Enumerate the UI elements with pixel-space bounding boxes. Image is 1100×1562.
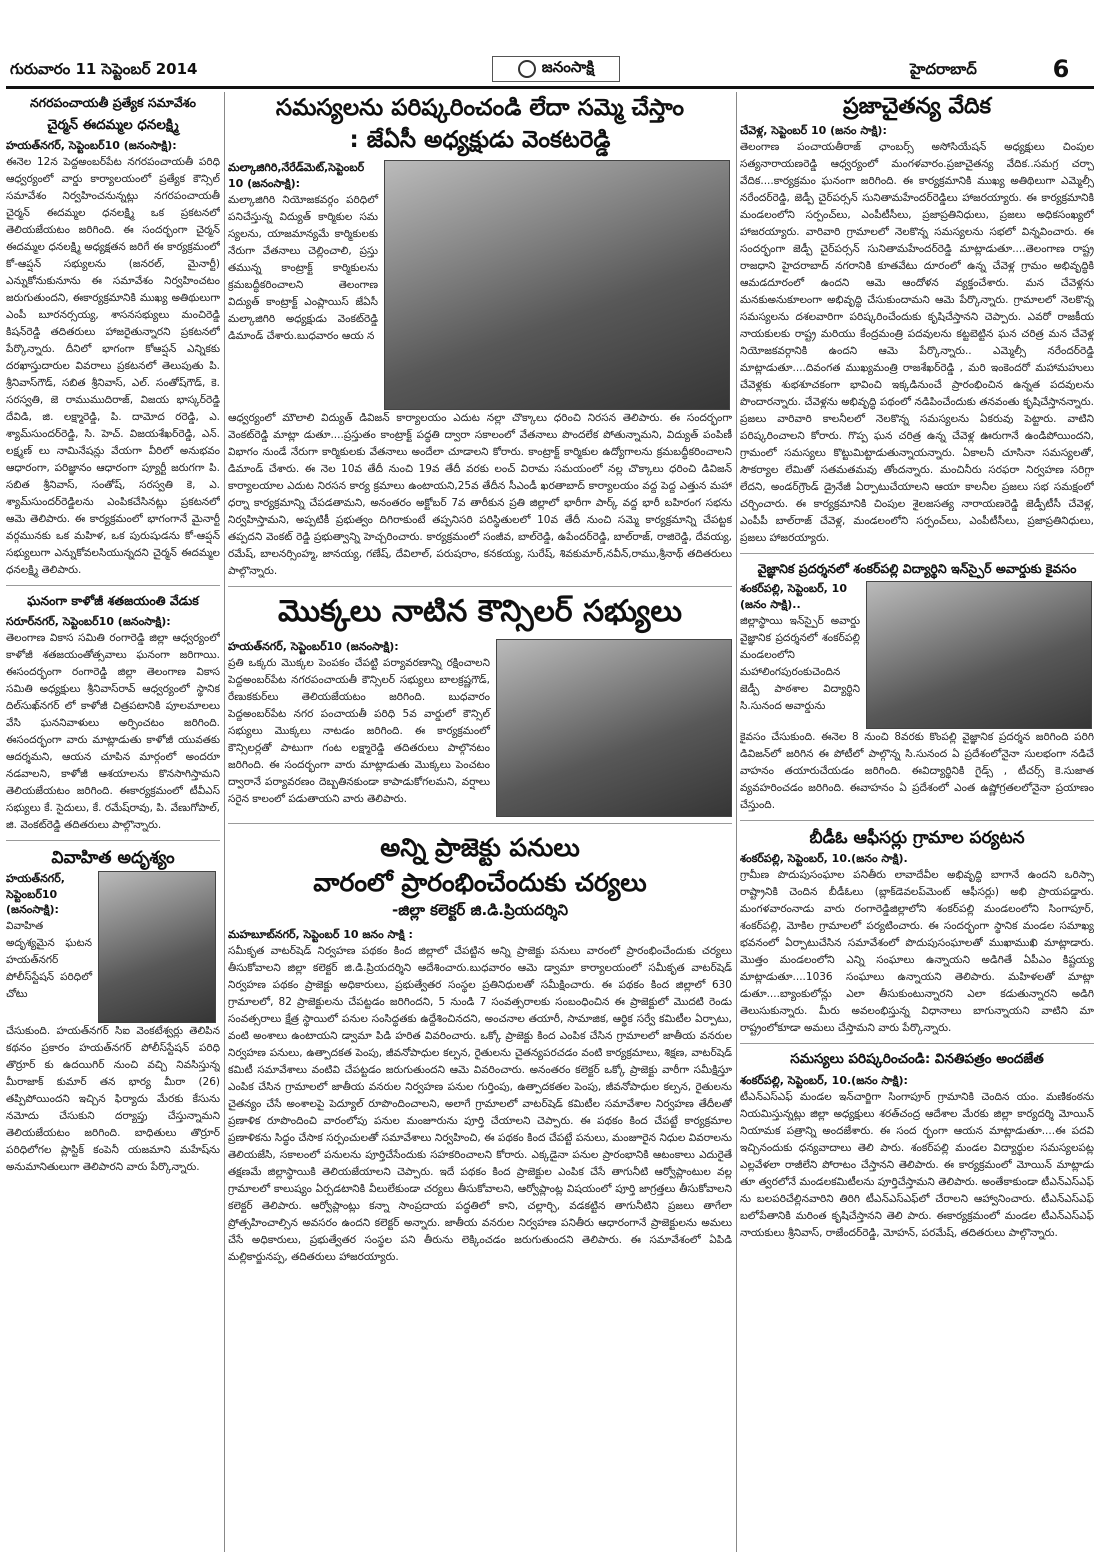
article-dateline: శంకర్‌పల్లి, సెప్టెంబర్, 10.(జనం సాక్షి): — [740, 1073, 908, 1087]
article-body: తెలంగాణ వికాస సమితి రంగారెడ్డి జిల్లా ఆధ్వర్యంలో కాళోజీ శతజయంతోత్సవాలు ఘనంగా జరిగాయి. ఈసందర్భంగా రంగారెడ్డి జిల్లా తెలంగాణ వికాస సమితి అధ్యక్షులు శ్రీనివాస్‌రావ్ ఆధ్వర్యంలో స్థానిక దిల్‌సుఖ్‌నగర్ లో కాళోజీ చిత్రపటానికి పూలమాలలు వేసి ఘననివాళులు అర్పించటం జరిగింది. ఈసందర్భంగా వారు మాట్లాడుతు కాళోజీ యువతకు ఆదర్శమని, ఆయన చూపిన మార్గంలో అందరూ నడవాలని, కాళోజీ ఆశయాలను కొనసాగిస్తామని తెలియజేయటం జరిగింది. ఈకార్యక్రమంలో టీవీఎస్ సభ్యులు కే. సైదులు, కే. రమేష్‌రావు, పి. వేణుగోపాల్, జి. వెంకట్‌రెడ్డి తదితరులు పాల్గొన్నారు. — [6, 631, 220, 831]
article-chairman-meeting — [6, 94, 220, 579]
left-column — [6, 92, 220, 1552]
photo-text-block — [740, 581, 1094, 729]
missing-woman-photo — [98, 871, 216, 1023]
article-headline: సమస్యలను పరిష్కరించండి లేదా సమ్మె చేస్తాం — [275, 95, 685, 121]
article-body: ప్రతి ఒక్కరు మొక్కల పెంపకం చేపట్టి పర్యావరణాన్ని రక్షించాలని పెద్దఅంబర్‌పేట నగరపంచాయతీ కౌన్సిలర్ సభ్యులు బాలక్రష్ణగౌడ్, రేణుకకుర్‌లు తెలియజేయటం జరిగింది. బుధవారం పెద్దఅంబర్‌పేట నగర పంచాయతీ పరిధి 5వ వార్డులో కౌన్సిల్ సభ్యులు మొక్కలు నాటడం జరిగింది. ఈ కార్యక్రమంలో కౌన్సిలర్లతో పాటుగా గంట లక్ష్మారెడ్డి తదితరులు పాల్గొనటం జరిగింది. ఈ సందర్భంగా వారు మాట్లాడుతు మొక్కలు పెంచటం ద్వారానే పర్యావరణం దెబ్బతినకుండా కాపాడుకోగలమని, వర్షాలు సరైన కాలంలో పడుతాయని వారు తెలిపారు. — [228, 656, 490, 805]
logo-text: జనంసాక్షి — [541, 58, 595, 76]
article-side-text — [740, 581, 860, 729]
article-dateline: శంకర్‌పల్లి, సెప్టెంబర్, 10 (జనం సాక్షి).. — [740, 582, 847, 612]
article-headline: బీడీఓ ఆఫీసర్లు గ్రామాల పర్యటన — [809, 828, 1025, 849]
article-headline: చైర్మన్ ఈదమ్మల ధనలక్ష్మి — [47, 116, 179, 133]
photo-text-block — [228, 160, 732, 410]
article-side-text — [228, 639, 490, 817]
article-headline: ప్రజాచైతన్య వేదిక — [842, 94, 992, 119]
plantation-photo — [496, 639, 732, 817]
column-divider — [224, 92, 225, 1552]
article-divider — [740, 1043, 1094, 1044]
article-kicker: నగరపంచాయతీ ప్రత్యేక సమావేశం — [30, 95, 196, 110]
article-dateline: మహబూబ్‌నగర్, సెప్టెంబర్ 10 జనం సాక్షి : — [228, 927, 413, 941]
article-body: చేసుకుంది. హయత్‌నగర్ సిఐ వెంకటేశ్వర్లు తెలిపిన కథనం ప్రకారం హయత్‌నగర్ పోలీస్‌స్టేషన్ పరిధి తొర్రూర్ కు ఉదయిగిర్ నుంచి వచ్చి నివసిస్తున్న మీరాజాక్ కుమార్ తన భార్య మీరా (26) తప్పిపోయిందని ఇచ్చిన ఫిర్యాదు మేరకు కేసును నమోదు చేసుకుని దర్యాప్తు చేస్తున్నామని తెలియజేయటం జరిగింది. బాధితులు తొర్రూర్ పరిధిలోగల ప్లాస్టిక్ కంపెనీ యజమాని మహేష్‌ను అనుమానితులుగా తెలిపారని వారు పేర్కొన్నారు. — [6, 1024, 220, 1173]
article-dateline: మల్కాజిగిరి,నేరేడ్‌మెట్,సెప్టెంబర్ 10 (జనంసాక్షి): — [228, 161, 365, 191]
article-dateline: సరూర్‌నగర్, సెప్టెంబర్10 (జనంసాక్షి): — [6, 614, 171, 628]
article-side-text — [228, 160, 378, 410]
article-headline: వివాహిత అదృశ్యం — [51, 847, 175, 868]
column-divider — [736, 92, 737, 1552]
article-body: ఆధ్వర్యంలో మౌలాలి విద్యుత్ డివిజన్ కార్యాలయం ఎదుట నల్లా చొక్కాలు ధరించి నిరసన తెలిపారు. ఈ సందర్భంగా వెంకట్‌రెడ్డి మాట్లా డుతూ....ప్రస్తుతం కాంట్రాక్ట్ పద్ధతి ద్వారా సకాలంలో వేతనాలు పొందలేక పోతున్నామని, విద్యుత్ పంపిణీ విభాగం నుండే నేరుగా కార్మికులకు వేతనాలు అందేలా చూడాలని కోరారు. కాంట్రాక్ట్ కార్మికుల ఉద్యోగాలను క్రమబద్ధీకరించాలని డిమాండ్ చేశారు. ఈ నెల 10వ తేదీ నుంచి 19వ తేదీ వరకు లంచ్ విరామ సమయంలో నల్ల చొక్కాలు ధరించి డివిజన్ కార్యాలయాల ఎదుట నిరసన కార్య క్రమాలు ఉంటాయని,25వ తేదీన సీఎండీ ఖరతాబాద్ కార్యాలయం వద్ద పెద్ద ఎత్తున మహా ధర్నా కార్యక్రమాన్ని చేపడతామని, అనంతరం అక్టోబర్ 7వ తారీకున ప్రతి జిల్లాలో భారీగా పార్క్ వద్ద భారీ బహిరంగ సభను నిర్వహిస్తామని, అప్పటికీ ప్రభుత్వం దిగిరాకుంటే తప్పనిసరి పరిస్థితులలో 10వ తేదీ నుంచి సమ్మె కార్యక్రమాన్ని చేపట్టక తప్పదని వెంకట్ రెడ్డి ప్రభుత్వాన్ని హెచ్చరించారు. కార్యక్రమంలో సంజీవ, బాల్‌రెడ్డి, ఉపేందర్‌రెడ్డి, బాల్‌రాజ్, రాజిరెడ్డి, దేవయ్య, రమేష్, బాలనర్సింహ్మ, జానయ్య, గణేష్, దేవిలాల్, పరుషరాం, కనకయ్య, సురేష్, శివకుమార్,నవీన్,రాము,శ్రీనాథ్ తదితరులు పాల్గొన్నారు. — [228, 412, 732, 578]
article-praja-chaitanya — [740, 92, 1094, 547]
article-headline-line2: : జేఏసీ అధ్యక్షుడు వెంకటరెడ్డి — [349, 127, 611, 154]
article-divider — [228, 823, 732, 824]
article-divider — [6, 840, 220, 841]
protest-photo — [384, 160, 730, 410]
article-body-side: జిల్లాస్థాయి ఇన్‌స్పైర్ అవార్డు వైజ్ఞానిక ప్రదర్శనలో శంకర్‌పల్లి మండలంలోని మహాలింగపురంకుచెందిన జెడ్పీ పాఠశాల విద్యార్థిని సి.సునంద అవార్డును — [740, 615, 860, 713]
article-tnsf-memorandum — [740, 1050, 1094, 1242]
article-divider — [740, 553, 1094, 554]
article-bdo-visit — [740, 827, 1094, 1037]
article-divider — [6, 585, 220, 586]
article-dateline: హయత్‌నగర్, సెప్టెంబర్10 (జనంసాక్షి): — [6, 871, 65, 917]
article-plantation — [228, 593, 732, 817]
article-missing-woman — [6, 847, 220, 1176]
article-dateline: హయత్‌నగర్, సెప్టెంబర్10 (జనంసాక్షి): — [228, 639, 399, 653]
article-subhead: -జిల్లా కలెక్టర్ జి.డి.ప్రియదర్శిని — [392, 900, 568, 919]
article-side-text — [6, 871, 92, 1023]
article-headline: ఘనంగా కాళోజీ శతజయంతి వేడుక — [27, 593, 199, 609]
article-body: తెలంగాణ పంచాయతీరాజ్ ఛాంబర్స్ అసోసియేషన్ అధ్యక్షులు చింపుల సత్యనారాయణరెడ్డి ఆధ్వర్యంలో మంగళవారం.ప్రజాచైతన్య వేదిక..సమగ్ర చర్చా వేదిక....కార్యక్రమం ఘనంగా జరిగింది. ఈ కార్యక్రమానికి ముఖ్య అతిథిలుగా ఎమ్మెల్సీ నరేందర్‌రెడ్డి, జెడ్పీ చైర్‌పర్సన్ సునితామహేందర్‌రెడ్డిలు హాజరయ్యారు. ఈ కార్యక్రమానికి మండలంలోని సర్పంచ్‌లు, ఎంపీటీసీలు, ప్రజాప్రతినిధులు, ప్రజలు అధికసంఖ్యలో హాజరయ్యారు. వారివారి గ్రామాలలో నెలకొన్న సమస్యలను సభలో విన్నవించారు. ఈ సందర్భంగా జెడ్పీ చైర్‌పర్సన్ సునితామహేందర్‌రెడ్డి మాట్లాడుతూ....తెలంగాణ రాష్ట్ర రాజధాని హైదరాబాద్ నగరానికి కూతవేటు దూరంలో ఉన్న చేవెళ్ల గ్రామం అభివృద్ధికి ఆమడదూరంలో ఉందని ఆమె ఆందోళన వ్యక్తంచేశారు. మన చేవెళ్లను మనకుఅనుకూలంగా అభివృద్ధి చేసుకుందామని ఆమె పేర్కొన్నారు. గ్రామాలలో నెలకొన్న సమస్యలను దశలవారిగా పరిష్కరించేందుకు కృషిచేస్తానని చెప్పారు. ఎవరో రాజకీయ నాయకులకు రాష్ట్ర మరియు కేంద్రమంత్రి పదవులను కట్టబెట్టిన ఘన చరిత్ర మన చేవెళ్ల నియోజకవర్గానికి ఉందని ఆమె పేర్కొన్నారు.. ఎమ్మెల్సీ నరేందర్‌రెడ్డి మాట్లాడుతూ....దివంగత ముఖ్యమంత్రి రాజశేఖర్‌రెడ్డి , మరి ఇంకెందరో మహామహులు చేవెళ్లకు శుభశూచకంగా భావించి ఇక్కడినుంచే ప్రారంభించిన ఉన్నత పదవులను పొందారన్నారు. చేవెళ్లను అభివృద్ధి పథంలో నడిపించేందుకు తనవంతు కృషిచేస్తానన్నారు. ప్రజలు వారివారి కాలనీలలో నెలకొన్న సమస్యలను ఏకరువు పెట్టారు. వాటిని పరిష్కరించాలని కోరారు. గొప్ప ఘన చరిత్ర ఉన్న చేవెళ్ల ఊరుగానే ఉండిపోయిందని, గ్రామంలో సమస్యలు కొట్టుమిట్టాడుతున్నాయన్నారు. ఏకాలనీ చూసినా సమస్యలతో, సౌకర్యాల లేమితో సతమతమవు తోందన్నారు. మంచినీరు సరఫరా నిర్వహణ సరిగ్గా లేదని, అండర్‌గ్రౌండ్ డ్రైనేజీ ఏర్పాటుచేయాలని ఆయా కాలనీల ప్రజలు సభ సమక్షంలో చర్చించారు. ఈ కార్యక్రమానికి చింపుల శైలజసత్య నారాయణరెడ్డి జెడ్పీటీసీ చేవెళ్ల, ఎంపీపీ బాల్‌రాజ్ చేవెళ్ల, మండలంలోని సర్పంచ్‌లు, ఎంపీటీసీలు, ప్రజాప్రతినిధులు, ప్రజలు హాజరయ్యారు. — [740, 140, 1094, 544]
masthead — [0, 0, 1100, 90]
photo-text-block — [6, 871, 220, 1023]
article-divider — [228, 586, 732, 587]
article-body: ఈనెల 12న పెద్దఅంబర్‌పేట నగరపంచాయతీ పరిధి ఆధ్వర్యంలో వార్డు కార్యాలయంలో ప్రత్యేక కౌన్సిల్ సమావేశం నిర్వహించనున్నట్లు నగరపంచాయతీ చైర్మన్ ఈదమ్మల ధనలక్ష్మి ఒక ప్రకటనలో తెలియజేయటం జరిగింది. ఈ సందర్భంగా చైర్మన్ ఈదమ్మల ధనలక్ష్మి అధ్యక్షతన జరిగే ఈ కార్యక్రమంలో కో-ఆప్షన్ సభ్యులను (జనరల్, మైనార్టీ) ఎన్నుకోనుకునూను ఈ సమావేశం నిర్వహించటం జరుగుతుందని, ఈకార్యక్రమానికి ముఖ్య అతిథులుగా ఎంపీ బూరనర్సయ్య, శాసనసభ్యులు మంచిరెడ్డి కిషన్‌రెడ్డి తదితరులు హాజరైతున్నారని ప్రకటనలో పేర్కొన్నారు. దీనిలో భాగంగా కోఆప్షన్ ఎన్నికకు దరఖాస్తుదారుల వివరాలు ప్రకటనలో తెలుపుతు పి. శ్రీనివాస్‌గౌడ్, సబిత శ్రీనివాస్, ఎల్. సంతోష్‌గౌడ్, కె. సరస్వతి, జె రాముముదిరాజ్, విజయ భాస్కర్‌రెడ్డి దేవిడి, జి. లక్ష్మారెడ్డి, పి. దామోద రరెడ్డి, ఎ. శ్యామ్‌సుందర్‌రెడ్డి, సి. హెచ్. విజయశేఖర్‌రెడ్డి, ఎన్. లక్ష్మణ్ లు నామినేషన్లు వేయగా వీరిలో అనుభవం ఆధారంగా, పరిజ్ఞానం ఆధారంగా ప్యూర్టీ జరుగగా పి. సబిత శ్రీనివాస్, సంతోష్, సరస్వతి కె, ఎ. శ్యామ్‌సుందర్‌రెడ్డిలను ఎంపికచేసినట్లు ప్రకటనలో ఆమె తెలిపారు. ఈ కార్యక్రమంలో భాగంగానే మైనార్టీ వర్గమునకు ఒక మహిళ, ఒక పురుషుడను కో-ఆప్షన్ సభ్యులుగా ఎన్నుకోవలసియున్నదని చైర్మన్ ఈదమ్మల ధనలక్ష్మి తెలిపారు. — [6, 156, 220, 577]
newspaper-logo — [492, 56, 620, 82]
article-power-workers-protest — [228, 92, 732, 580]
article-inspire-award — [740, 560, 1094, 815]
logo-emblem-icon — [518, 60, 536, 78]
article-body-side: మల్కాజిగిరి నియోజకవర్గం పరిధిలో పనిచేస్తున్న విద్యుత్ కార్మికుల సమ స్యలను, యాజమాన్యమే కార్మికులకు నేరుగా వేతనాలు చెల్లించాలి, ప్రస్తు తమున్న కాంట్రాక్ట్ కార్మికులను క్రమబద్ధీకరించాలని తెలంగాణ విద్యుత్ కాంట్రాక్ట్ ఎంప్లాయిస్ జేఏసీ మల్కాజిగిరి అధ్యక్షుడు వెంకట్‌రెడ్డి డిమాండ్ చేశారు.బుధవారం ఆయ న — [228, 194, 378, 343]
photo-text-block — [228, 639, 732, 817]
right-column — [740, 92, 1094, 1552]
article-body: గ్రామీణ పొదుపుసంఘాల పనితీరు లావాదేవీల అభివృద్ధి బాగానే ఉందని ఒరిస్సా రాష్ట్రానికి చెందిన బీడీఓలు (బ్లాక్‌డెవలప్‌మెంట్ ఆఫీసర్లు) అభి ప్రాయపడ్డారు. మంగళవారంనాడు వారు రంగారెడ్డిజిల్లాలోని శంకర్‌పల్లి మండలంలోని సింగాపూర్, శంకర్‌పల్లి, మోకిల గ్రామాలలో పర్యటించారు. ఈ సందర్భంగా స్థానిక మండల సమాఖ్య భవనంలో ఏర్పాటుచేసిన సమావేశంలో పొదుపుసంఘాలతో ముఖాముఖి మాట్లాడారు. మొత్తం మండలంలోని ఎన్ని సంఘాలు ఉన్నాయని అడిగితే ఏపీఎం కిష్టయ్య మాట్లాడుతూ....1036 సంఘాలు ఉన్నాయని తెలిపారు. మహిళలతో మాట్లా డుతూ....బ్యాంకులోన్లు ఎలా తీసుకుంటున్నారని ఎలా కడుతున్నారని అడిగి తెలుసుకున్నారు. మీరు అవలంభిస్తున్న విధానాలు బాగున్నాయని వాటిని మా రాష్ట్రంలోకూడా అమలు చేస్తామని వారు పేర్కొన్నారు. — [740, 868, 1094, 1034]
article-headline-line2: వారంలో ప్రారంభించేందుకు చర్యలు — [313, 867, 647, 897]
masthead-rule — [6, 86, 1094, 89]
article-body: సమీకృత వాటర్‌షెడ్ నిర్వహణ పథకం కింద జిల్లాలో చేపట్టిన అన్ని ప్రాజెక్టు పనులు వారంలో ప్రారంభించేందుకు చర్యలు తీసుకోవాలని జిల్లా కలెక్టర్ జి.డి.ప్రియదర్శిని ఆదేశించారు.బుధవారం ఆమె డ్వామా కార్యాలయంలో సమీకృత వాటర్‌షెడ్ నిర్వహణ పథకం ప్రాజెక్టు అధికారులు, ప్రభుత్వేతర సంస్థల ప్రతినిధులతో సమీక్షించారు. ఈ పథకం కింద జిల్లాలో 630 గ్రామాలలో, 82 ప్రాజెక్టులను చేపట్టడం జరిగిందని, 5 నుండి 7 సంవత్సరాలకు సంబంధించిన ఈ ప్రాజెక్టులో మొదటి రెండు సంవత్సరాలు క్షేత్ర స్థాయిలో పనుల సంసిద్ధతకు ఉద్దేశించినదని, అంచనాల తయారీ, సామాజిక, ఆర్థిక సర్వే కమిటీల ఏర్పాటు, వంటి అంశాలు ఉంటాయని డ్వామా పిడి హరిత వివరించారు. ఒక్కో ప్రాజెక్టు కింద ఎంపిక చేసిన గ్రామాలలో జాతీయ వనరుల నిర్వహణ పనులు, ఉత్పాదకత పెంపు, జీవనోపాధుల కల్పన, రైతులను చైతన్యపరచడం వంటి కార్యక్రమాలు, శిక్షణ, వాటర్‌షెడ్ కమిటీ సమావేశాలు వంటివి చేపట్టడం జరుగుతుందని ఆమె వివరించారు. అనంతరం కలెక్టర్ ఒక్కో ప్రాజెక్టు వారీగా సమీక్షిస్తూ ఎంపిక చేసిన గ్రామాలలో జాతీయ వనరుల నిర్వహణ పనుల గుర్తింపు, ఉత్పాదకతల పెంపు, జీవనోపాధుల కల్పన, రైతులను చైతన్యం చేసే అంశాలపై పెద్యూల్ రూపొందించాలని, అలాగే గ్రామాలలో వాటర్‌షెడ్ కమిటీల సమావేశాల నిర్వహణ తేదీలతో ప్రణాళిక రూపొందించి వారంలోపు పనుల మంజూరును పూర్తి చేయాలని చెప్పారు. ఈ పథకం కింద చేపట్టే కార్యక్రమాల ప్రణాళికను సిద్ధం చేసాక సర్పంచులతో సమావేశాలు నిర్వహించి, ఈ పథకం కింద చేపట్టే పనులు, మంజూరైన నిధుల వివరాలను తెలియజేసి, సకాలంలో పనులను పూర్తిచేసేందుకు సహకరించాలని కోరారు. ఎక్కడైనా పనుల ప్రారంభానికి ఆటంకాలు ఎదురైతే తక్షణమే జిల్లాస్థాయికి తెలియజేయాలని చెప్పారు. ఇదే పథకం కింద ప్రాజెక్టుల ఎంపిక చేసే తాగునీటి ఆర్వోప్లాంటుల వల్ల గ్రామాలలో కాలుష్యం ఏర్పడటానికి వీలులేకుండా చర్యలు తీసుకోవాలని, ఆర్వోప్లాంట్ల విషయంలో పూర్తి జాగ్రత్తలు తీసుకోవాలని కలెక్టర్ తెలిపారు. ఆర్వోప్లాంట్లు కన్నా సాంప్రదాయ పద్ధతిలో కాని, చల్లార్చి, వడకట్టిన తాగునీటిని ప్రజలు తాగేలా ప్రోత్సహించాల్సిన అవసరం ఉందని కలెక్టర్ అన్నారు. జాతీయ వనరుల నిర్వహణ పనితీరు ఆధారంగానే ప్రాజెక్టులను అమలు చేసే అధికారులు, ప్రభుత్వేతర సంస్థల పని తీరును లెక్కించడం జరుగుతుందని తెలిపారు. ఈ సమావేశంలో ఏపిడి మల్లికార్జునప్ప, తదితరులు హాజరయ్యారు. — [228, 944, 732, 1263]
article-body-side: వివాహిత అదృశ్యమైన ఘటన హయత్‌నగర్ పోలీస్‌స్టేషన్ పరిధిలో చోటు — [6, 920, 92, 1001]
article-dateline: శంకర్‌పల్లి, సెప్టెంబర్, 10.(జనం సాక్షి). — [740, 852, 908, 866]
article-headline: సమస్యలు పరిష్కరించండి: వినతిపత్రం అందజేత — [790, 1050, 1044, 1067]
issue-date: గురువారం 11 సెప్టెంబర్ 2014 — [10, 60, 198, 78]
page-number: 6 — [1052, 55, 1070, 83]
article-headline: మొక్కలు నాటిన కౌన్సిలర్ సభ్యులు — [277, 594, 683, 630]
edition-city: హైదరాబాద్ — [910, 60, 977, 78]
article-headline: అన్ని ప్రాజెక్టు పనులు — [380, 832, 580, 862]
article-dateline: చేవెళ్ల, సెప్టెంబర్ 10 (జనం సాక్షి): — [740, 123, 887, 137]
article-divider — [740, 820, 1094, 821]
article-body: టీఎన్‌ఎస్‌ఎఫ్ మండల ఇన్‌చార్జిగా సింగాపూర్ గ్రామానికి చెందిన యం. మణికంఠను నియమిస్తున్నట్లు జిల్లా అధ్యక్షులు శరత్‌చంద్ర ఆదేశాల మేరకు జిల్లా కార్యదర్శి మోయిన్ నియామక పత్రాన్ని అందజేశారు. ఈ సంద ర్భంగా ఆయన మాట్లాడుతూ....ఈ పదవి ఇచ్చినందుకు ధన్యవాదాలు తెలి పారు. శంకర్‌పల్లి మండల విద్యార్థుల సమస్యలపట్ల ఎల్లవేళలా రాజీలేని పోరాటం చేస్తానని తెలిపారు. ఈ కార్యక్రమంలో మోయిన్ మాట్లాడు తూ త్వరలోనే మండలకమిటీలను పూర్తిచేస్తామని తెలిపారు. అంతేకాకుండా టీఎన్‌ఎస్‌ఎఫ్ ను బలపరిచేల్లినవారిని తిరిగి టీఎన్‌ఎస్‌ఎఫ్‌లో చేరాలని ఆహ్వానించారు. టీఎన్‌ఎస్‌ఎఫ్ బలోపేతానికి మరింత కృషిచేస్తానని తెలి పారు. ఈకార్యక్రమంలో మండల టీఎన్‌ఎస్‌ఎఫ్ నాయకులు శ్రీనివాస్, రాజేందర్‌రెడ్డి, మోహన్, పరమేష్, తదితరులు పాల్గొన్నారు. — [740, 1090, 1094, 1239]
article-kaloji-celebration — [6, 592, 220, 833]
article-body: కైవసం చేసుకుంది. ఈనెల 8 నుంచి 8వరకు కొంపల్లి వైజ్ఞానిక ప్రదర్శన జరిగింది పరిగి డివిజన్‌లో జరిగిన ఈ పోటీలో పాల్గొన్న సి.సునంద ఏ ప్రదేశంలోనైనా సులభంగా నడిచే వాహనం తయారుచేయడం జరిగింది. ఈవిద్యార్థినికి గైడ్స్ , టీచర్స్ కె.సుజాత వ్యవహరించడం జరిగింది. ఈవాహనం ఏ ప్రదేశంలో ఎంత ఉష్ణోగ్రతలలోనైనా ప్రయాణం చేస్తుంది. — [740, 731, 1094, 812]
article-dateline: హయత్‌నగర్, సెప్టెంబర్10 (జనంసాక్షి): — [6, 139, 177, 153]
middle-column — [228, 92, 732, 1552]
award-student-photo — [866, 581, 1092, 729]
article-headline: వైజ్ఞానిక ప్రదర్శనలో శంకర్‌పల్లి విద్యార్థిని ఇన్‌స్పైర్ అవార్డుకు కైవసం — [757, 560, 1077, 576]
article-watershed-projects — [228, 830, 732, 1266]
